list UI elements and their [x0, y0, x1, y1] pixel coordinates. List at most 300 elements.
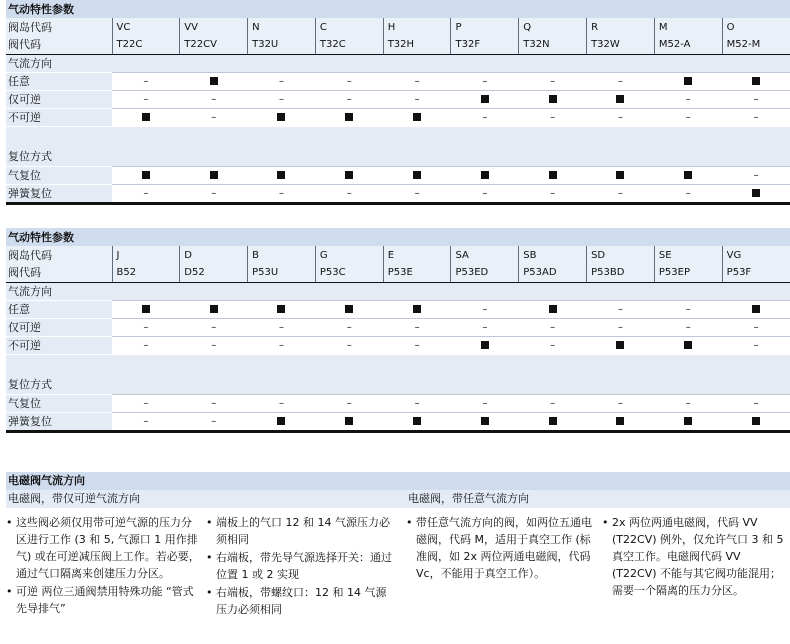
flow-direction-heading: 气流方向 [6, 282, 790, 300]
island-code: SE [654, 246, 722, 264]
filled-square-icon [752, 77, 760, 85]
note-item: • 右端板，带螺纹口：12 和 14 气源压力必须相同 [206, 584, 396, 618]
flow-mark-cell [248, 318, 316, 336]
reset-method-heading: 复位方式 [6, 148, 790, 166]
filled-square-icon [481, 95, 489, 103]
flow-mark-cell [654, 300, 722, 318]
dash-mark: – [617, 303, 623, 315]
valve-code: P53EP [654, 264, 722, 282]
island-code: VV [180, 18, 248, 36]
reset-mark-cell [383, 184, 451, 203]
flow-mark-cell [587, 72, 655, 90]
dash-mark: – [685, 303, 691, 315]
valve-code-label: 阀代码 [6, 264, 112, 282]
flow-row-label: 任意 [6, 300, 112, 318]
island-code: Q [519, 18, 587, 36]
flow-mark-cell [112, 318, 180, 336]
flow-row [6, 318, 790, 336]
dash-mark: – [617, 321, 623, 333]
filled-square-icon [142, 113, 150, 121]
table-title: 气动特性参数 [6, 0, 790, 18]
reset-mark-cell [587, 412, 655, 431]
island-code: H [383, 18, 451, 36]
reset-mark-cell [248, 184, 316, 203]
flow-mark-cell [654, 318, 722, 336]
flow-mark-cell [519, 300, 587, 318]
dash-mark: – [753, 169, 759, 181]
valve-code: T32U [248, 36, 316, 54]
reset-mark-cell [383, 394, 451, 412]
dash-mark: – [143, 415, 149, 427]
dash-mark: – [617, 187, 623, 199]
reset-mark-cell [315, 394, 383, 412]
dash-mark: – [753, 321, 759, 333]
flow-mark-cell [587, 336, 655, 354]
flow-mark-cell [315, 108, 383, 126]
dash-mark: – [550, 339, 556, 351]
valve-code: P53AD [519, 264, 587, 282]
flow-mark-cell [315, 336, 383, 354]
filled-square-icon [549, 305, 557, 313]
reset-mark-cell [248, 412, 316, 431]
notes-column-4 [602, 514, 788, 600]
island-code: G [315, 246, 383, 264]
flow-mark-cell [180, 90, 248, 108]
flow-mark-cell [722, 72, 790, 90]
filled-square-icon [413, 113, 421, 121]
reset-mark-cell [519, 166, 587, 184]
table-title-row [6, 0, 790, 18]
island-code: C [315, 18, 383, 36]
reset-mark-cell [654, 184, 722, 203]
dash-mark: – [753, 339, 759, 351]
valve-code: P53ED [451, 264, 519, 282]
pneumatic-params-table-2 [6, 228, 790, 433]
reset-mark-cell [248, 394, 316, 412]
flow-mark-cell [519, 336, 587, 354]
flow-direction-heading-row [6, 54, 790, 72]
dash-mark: – [482, 321, 488, 333]
reset-mark-cell [587, 394, 655, 412]
flow-mark-cell [451, 108, 519, 126]
dash-mark: – [346, 75, 352, 87]
dash-mark: – [346, 321, 352, 333]
dash-mark: – [278, 339, 284, 351]
island-code: N [248, 18, 316, 36]
reset-mark-cell [112, 184, 180, 203]
flow-row-label: 不可逆 [6, 108, 112, 126]
flow-mark-cell [722, 108, 790, 126]
solenoid-section-title: 电磁阀气流方向 [6, 472, 790, 490]
reset-mark-cell [722, 412, 790, 431]
flow-mark-cell [519, 318, 587, 336]
reset-mark-cell [112, 412, 180, 431]
dash-mark: – [550, 75, 556, 87]
dash-mark: – [550, 321, 556, 333]
reset-row [6, 412, 790, 431]
flow-row [6, 108, 790, 126]
valve-code: P53BD [587, 264, 655, 282]
island-code: SB [519, 246, 587, 264]
reset-mark-cell [519, 184, 587, 203]
dash-mark: – [143, 339, 149, 351]
flow-mark-cell [315, 300, 383, 318]
dash-mark: – [482, 397, 488, 409]
flow-mark-cell [451, 318, 519, 336]
flow-mark-cell [519, 108, 587, 126]
island-code-row [6, 18, 790, 36]
dash-mark: – [211, 397, 217, 409]
flow-row-label: 不可逆 [6, 336, 112, 354]
reset-mark-cell [654, 166, 722, 184]
flow-row [6, 300, 790, 318]
reset-heading-row [6, 376, 790, 394]
reset-row [6, 166, 790, 184]
notes-column-2 [206, 514, 396, 619]
filled-square-icon [413, 171, 421, 179]
dash-mark: – [143, 75, 149, 87]
reset-mark-cell [519, 412, 587, 431]
dash-mark: – [211, 321, 217, 333]
island-code: SD [587, 246, 655, 264]
filled-square-icon [142, 171, 150, 179]
reset-mark-cell [112, 166, 180, 184]
reset-row-label: 弹簧复位 [6, 184, 112, 203]
reset-mark-cell [315, 184, 383, 203]
flow-mark-cell [112, 72, 180, 90]
reset-mark-cell [451, 412, 519, 431]
dash-mark: – [211, 339, 217, 351]
dash-mark: – [211, 415, 217, 427]
filled-square-icon [684, 77, 692, 85]
notes-column-1 [6, 514, 202, 618]
valve-code-label: 阀代码 [6, 36, 112, 54]
filled-square-icon [210, 171, 218, 179]
note-item: • 带任意气流方向的阀，如两位五通电磁阀，代码 M，适用于真空工作 (标准阀，如 2x 两位两通电磁阀，代码 Vc，不能用于真空工作）。 [406, 514, 592, 582]
reset-mark-cell [587, 166, 655, 184]
flow-mark-cell [722, 336, 790, 354]
flow-mark-cell [180, 336, 248, 354]
filled-square-icon [752, 417, 760, 425]
dash-mark: – [414, 187, 420, 199]
reset-mark-cell [451, 166, 519, 184]
flow-row [6, 336, 790, 354]
flow-mark-cell [248, 300, 316, 318]
filled-square-icon [481, 417, 489, 425]
reset-mark-cell [383, 166, 451, 184]
dash-mark: – [346, 339, 352, 351]
pneumatic-params-table-1 [6, 0, 790, 205]
solenoid-subheading-bar [6, 490, 790, 508]
dash-mark: – [753, 397, 759, 409]
dash-mark: – [414, 75, 420, 87]
filled-square-icon [277, 305, 285, 313]
reversible-only-heading: 电磁阀，带仅可逆气流方向 [8, 492, 140, 505]
filled-square-icon [752, 189, 760, 197]
reset-mark-cell [180, 394, 248, 412]
reset-mark-cell [248, 166, 316, 184]
flow-mark-cell [451, 336, 519, 354]
reset-mark-cell [722, 166, 790, 184]
flow-mark-cell [383, 336, 451, 354]
flow-row-label: 仅可逆 [6, 318, 112, 336]
reset-row-label: 气复位 [6, 166, 112, 184]
dash-mark: – [617, 111, 623, 123]
flow-mark-cell [654, 108, 722, 126]
flow-mark-cell [722, 90, 790, 108]
dash-mark: – [278, 93, 284, 105]
filled-square-icon [549, 95, 557, 103]
reset-mark-cell [180, 184, 248, 203]
filled-square-icon [277, 113, 285, 121]
dash-mark: – [346, 397, 352, 409]
flow-mark-cell [112, 108, 180, 126]
reset-row-label: 气复位 [6, 394, 112, 412]
flow-mark-cell [383, 300, 451, 318]
island-code: R [587, 18, 655, 36]
reset-row [6, 394, 790, 412]
valve-code: T32F [451, 36, 519, 54]
valve-code: B52 [112, 264, 180, 282]
dash-mark: – [482, 303, 488, 315]
island-code-row [6, 246, 790, 264]
reset-heading-row [6, 148, 790, 166]
filled-square-icon [277, 171, 285, 179]
valve-code: T32W [587, 36, 655, 54]
valve-code: P53C [315, 264, 383, 282]
reset-mark-cell [315, 166, 383, 184]
flow-mark-cell [451, 72, 519, 90]
island-code: VC [112, 18, 180, 36]
filled-square-icon [684, 171, 692, 179]
filled-square-icon [210, 305, 218, 313]
dash-mark: – [685, 397, 691, 409]
flow-mark-cell [112, 336, 180, 354]
filled-square-icon [616, 341, 624, 349]
filled-square-icon [616, 417, 624, 425]
flow-mark-cell [248, 90, 316, 108]
valve-code: T32H [383, 36, 451, 54]
filled-square-icon [345, 171, 353, 179]
solenoid-flow-section [6, 472, 790, 638]
flow-mark-cell [587, 108, 655, 126]
valve-code: T22C [112, 36, 180, 54]
island-code: D [180, 246, 248, 264]
flow-mark-cell [383, 90, 451, 108]
valve-code: M52-A [654, 36, 722, 54]
flow-mark-cell [180, 318, 248, 336]
filled-square-icon [345, 113, 353, 121]
flow-mark-cell [654, 90, 722, 108]
flow-mark-cell [383, 318, 451, 336]
filled-square-icon [481, 341, 489, 349]
filled-square-icon [549, 417, 557, 425]
dash-mark: – [414, 339, 420, 351]
filled-square-icon [345, 305, 353, 313]
flow-mark-cell [180, 72, 248, 90]
valve-code: T22CV [180, 36, 248, 54]
note-item: • 右端板，带先导气源选择开关：通过位置 1 或 2 实现 [206, 549, 396, 583]
dash-mark: – [278, 187, 284, 199]
dash-mark: – [143, 397, 149, 409]
notes-column-3 [406, 514, 592, 583]
flow-row [6, 90, 790, 108]
dash-mark: – [346, 187, 352, 199]
spacer-cell [6, 126, 790, 148]
dash-mark: – [143, 93, 149, 105]
reset-mark-cell [587, 184, 655, 203]
spacer-row [6, 354, 790, 376]
reset-mark-cell [722, 184, 790, 203]
filled-square-icon [684, 341, 692, 349]
reset-mark-cell [451, 394, 519, 412]
dash-mark: – [414, 93, 420, 105]
note-item: • 端板上的气口 12 和 14 气源压力必须相同 [206, 514, 396, 548]
flow-mark-cell [519, 72, 587, 90]
flow-row [6, 72, 790, 90]
flow-mark-cell [248, 72, 316, 90]
dash-mark: – [550, 187, 556, 199]
dash-mark: – [143, 187, 149, 199]
dash-mark: – [685, 111, 691, 123]
flow-mark-cell [519, 90, 587, 108]
flow-mark-cell [654, 72, 722, 90]
spacer-row [6, 126, 790, 148]
dash-mark: – [278, 397, 284, 409]
note-item: • 这些阀必须仅用带可逆气源的压力分区进行工作 (3 和 5, 气源口 1 用作排气) 或在可逆减压阀上工作。若必要，通过气口隔离来创建压力分区。 [6, 514, 202, 582]
flow-mark-cell [451, 90, 519, 108]
flow-mark-cell [180, 108, 248, 126]
island-code: M [654, 18, 722, 36]
flow-mark-cell [180, 300, 248, 318]
flow-mark-cell [451, 300, 519, 318]
reset-mark-cell [180, 166, 248, 184]
valve-code: T32C [315, 36, 383, 54]
table-title-row [6, 228, 790, 246]
dash-mark: – [685, 321, 691, 333]
reset-mark-cell [451, 184, 519, 203]
valve-code: P53E [383, 264, 451, 282]
spacer-cell [6, 354, 790, 376]
flow-mark-cell [587, 300, 655, 318]
flow-mark-cell [112, 300, 180, 318]
valve-code: T32N [519, 36, 587, 54]
note-item: • 2x 两位两通电磁阀，代码 VV (T22CV) 例外，仅允许气口 3 和 5 真空工作。电磁阀代码 VV (T22CV) 不能与其它阀功能混用；需要一个隔离的压力分区。 [602, 514, 788, 599]
island-code: E [383, 246, 451, 264]
island-code: J [112, 246, 180, 264]
dash-mark: – [685, 187, 691, 199]
flow-mark-cell [654, 336, 722, 354]
dash-mark: – [753, 93, 759, 105]
reset-row [6, 184, 790, 203]
reset-method-heading: 复位方式 [6, 376, 790, 394]
island-code: O [722, 18, 790, 36]
dash-mark: – [482, 187, 488, 199]
flow-mark-cell [587, 318, 655, 336]
island-code: SA [451, 246, 519, 264]
dash-mark: – [617, 397, 623, 409]
filled-square-icon [277, 417, 285, 425]
island-code: VG [722, 246, 790, 264]
filled-square-icon [616, 171, 624, 179]
filled-square-icon [752, 305, 760, 313]
filled-square-icon [210, 77, 218, 85]
flow-mark-cell [112, 90, 180, 108]
island-code: P [451, 18, 519, 36]
island-code-label: 阀岛代码 [6, 246, 112, 264]
reset-mark-cell [519, 394, 587, 412]
valve-code: P53U [248, 264, 316, 282]
reset-mark-cell [112, 394, 180, 412]
island-code-label: 阀岛代码 [6, 18, 112, 36]
island-code: B [248, 246, 316, 264]
dash-mark: – [550, 397, 556, 409]
valve-code: D52 [180, 264, 248, 282]
flow-direction-heading-row [6, 282, 790, 300]
flow-mark-cell [587, 90, 655, 108]
filled-square-icon [684, 417, 692, 425]
flow-mark-cell [248, 336, 316, 354]
dash-mark: – [414, 397, 420, 409]
dash-mark: – [211, 93, 217, 105]
dash-mark: – [143, 321, 149, 333]
filled-square-icon [413, 305, 421, 313]
reset-mark-cell [654, 394, 722, 412]
flow-mark-cell [383, 108, 451, 126]
reset-mark-cell [180, 412, 248, 431]
dash-mark: – [753, 111, 759, 123]
dash-mark: – [482, 75, 488, 87]
flow-direction-heading: 气流方向 [6, 54, 790, 72]
flow-row-label: 仅可逆 [6, 90, 112, 108]
flow-mark-cell [722, 318, 790, 336]
valve-code-row [6, 36, 790, 54]
filled-square-icon [413, 417, 421, 425]
flow-mark-cell [315, 72, 383, 90]
flow-mark-cell [315, 318, 383, 336]
flow-mark-cell [315, 90, 383, 108]
note-item: • 可逆 两位三通阀禁用特殊功能 “管式先导排气” [6, 583, 202, 617]
flow-mark-cell [383, 72, 451, 90]
flow-mark-cell [722, 300, 790, 318]
filled-square-icon [345, 417, 353, 425]
dash-mark: – [685, 93, 691, 105]
valve-code: M52-M [722, 36, 790, 54]
table-title: 气动特性参数 [6, 228, 790, 246]
dash-mark: – [278, 75, 284, 87]
reset-mark-cell [315, 412, 383, 431]
reset-mark-cell [654, 412, 722, 431]
flow-row-label: 任意 [6, 72, 112, 90]
dash-mark: – [346, 93, 352, 105]
reset-row-label: 弹簧复位 [6, 412, 112, 431]
any-direction-heading: 电磁阀，带任意气流方向 [408, 492, 529, 505]
valve-code: P53F [722, 264, 790, 282]
dash-mark: – [211, 187, 217, 199]
dash-mark: – [278, 321, 284, 333]
dash-mark: – [211, 111, 217, 123]
reset-mark-cell [722, 394, 790, 412]
dash-mark: – [414, 321, 420, 333]
filled-square-icon [142, 305, 150, 313]
filled-square-icon [616, 95, 624, 103]
reset-mark-cell [383, 412, 451, 431]
flow-mark-cell [248, 108, 316, 126]
dash-mark: – [482, 111, 488, 123]
filled-square-icon [481, 171, 489, 179]
dash-mark: – [617, 75, 623, 87]
dash-mark: – [550, 111, 556, 123]
